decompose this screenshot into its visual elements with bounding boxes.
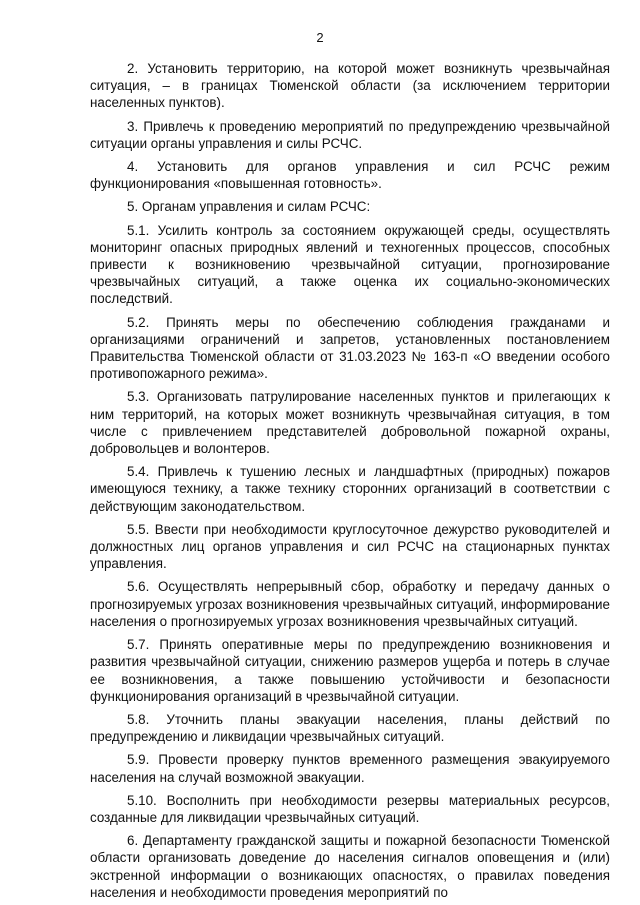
paragraph-5-4: 5.4. Привлечь к тушению лесных и ландшафтных (природных) пожаров имеющуюся технику, а также технику сторонних организаций в соответствии с действующим законодательством. xyxy=(90,464,610,514)
paragraph-5: 5. Органам управления и силам РСЧС: xyxy=(127,199,371,215)
paragraph-5-1: 5.1. Усилить контроль за состоянием окружающей среды, осуществлять мониторинг опасных природных явлений и техногенных процессов, способных привести к возникновению чрезвычайной ситуации, прогнозирование чрезвычайных ситуаций, а также оценка их социально-экономических последствий. xyxy=(90,222,610,307)
paragraph-5-2: 5.2. Принять меры по обеспечению соблюдения гражданами и организациями ограничений и запретов, установленных постановлением Правительства Тюменской области от 31.03.2023 № 163-п «О введении особого противопожарного режима». xyxy=(90,314,610,382)
page-number: 2 xyxy=(316,30,324,45)
paragraph-5-9: 5.9. Провести проверку пунктов временного размещения эвакуируемого населения на случай возможной эвакуации. xyxy=(90,752,610,785)
paragraph-3: 3. Привлечь к проведению мероприятий по предупреждению чрезвычайной ситуации органы управления и силы РСЧС. xyxy=(90,118,610,151)
paragraph-5-8: 5.8. Уточнить планы эвакуации населения, планы действий по предупреждению и ликвидации чрезвычайных ситуаций. xyxy=(90,711,610,745)
paragraph-2: 2. Установить территорию, на которой может возникнуть чрезвычайная ситуация, – в границах Тюменской области (за исключением территории населенных пунктов). xyxy=(90,61,610,111)
paragraph-5-10: 5.10. Восполнить при необходимости резервы материальных ресурсов, созданные для ликвидации чрезвычайных ситуаций. xyxy=(90,792,610,825)
paragraph-5-5: 5.5. Ввести при необходимости круглосуточное дежурство руководителей и должностных лиц органов управления и сил РСЧС на стационарных пунктах управления. xyxy=(90,521,610,572)
paragraph-6: 6. Департаменту гражданской защиты и пожарной безопасности Тюменской области организовать доведение до населения сигналов оповещения и (или) экстренной информации о возникающих опасностях, о правилах поведения населения и необходимости проведения мероприятий по xyxy=(90,833,610,900)
document-body xyxy=(90,60,610,901)
paragraph-5-6: 5.6. Осуществлять непрерывный сбор, обработку и передачу данных о прогнозируемых угрозах возникновения чрезвычайных ситуаций, информирование населения о прогнозируемых угрозах возникновения чрезвычайных ситуаций. xyxy=(90,579,610,629)
paragraph-4: 4. Установить для органов управления и сил РСЧС режим функционирования «повышенная готовность». xyxy=(90,159,610,192)
paragraph-5-3: 5.3. Организовать патрулирование населенных пунктов и прилегающих к ним территорий, на которых может возникнуть чрезвычайная ситуация, в том числе с привлечением представителей добровольной пожарной охраны, добровольцев и волонтеров. xyxy=(90,389,610,457)
paragraph-5-7: 5.7. Принять оперативные меры по предупреждению возникновения и развития чрезвычайной ситуации, снижению размеров ущерба и потерь в случае ее возникновения, а также повышению устойчивости и безопасности функционирования организаций в чрезвычайной ситуации. xyxy=(90,637,610,704)
